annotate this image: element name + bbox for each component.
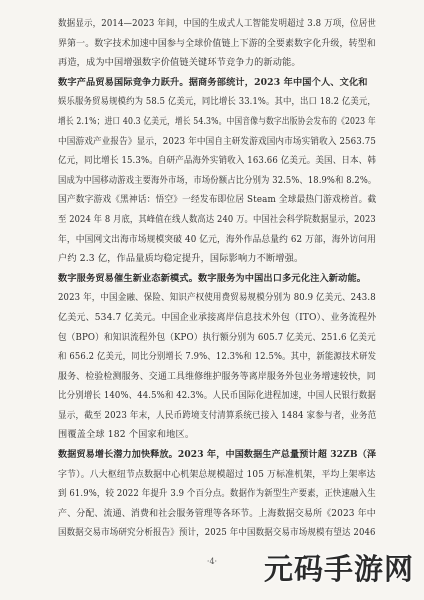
text-line: 产、分配、流通、消费和社会服务管理等各环节。上海数据交易所《2023 年中 — [58, 507, 376, 519]
text-line: 国产数字游戏《黑神话：悟空》一经发布即位居 Steam 全球最热门游戏榜首。截 — [58, 194, 377, 206]
watermark-logo: 元码手游网 — [263, 552, 414, 586]
text-line: 围覆盖全球 182 个国家和地区。 — [58, 429, 195, 441]
text-line: 界第一。数字技术加速中国参与全球价值链上下游的全要素数字化升级，转型和 — [58, 37, 376, 49]
text-line: 服务、检验检测服务、交通工具维修维护服务等离岸服务外包业务增速较快，同 — [58, 370, 376, 382]
text-line: 数据显示，2014—2023 年间，中国的生成式人工智能发明超过 3.8 万项，位居世 — [58, 18, 377, 29]
text-line: 字节）。八大枢纽节点数据中心机架总规模超过 105 万标准机架，平均上架率达 — [58, 468, 376, 480]
text-line-section-heading: 数字产品贸易国际竞争力跃升。据商务部统计，2023 年中国个人、文化和 — [58, 76, 368, 88]
text-line: 中国游戏产业报告》显示，2023 年中国自主研发游戏国内市场实销收入 2563.75 — [58, 135, 376, 147]
text-line: 国数据交易市场研究分析报告》预计，2025 年中国数据交易市场规模有望达 2046 — [58, 527, 376, 539]
text-line: 亿元，同比增长 15.3%。自研产品海外实销收入 163.66 亿美元。美国、日本、韩 — [58, 155, 376, 167]
page-number: ·4· — [206, 557, 218, 566]
text-line: 国成为中国移动游戏主要海外市场，市场份额占比分别为 32.5%、18.9%和 8.2%。 — [58, 174, 377, 186]
text-line: 显示，截至 2023 年末，人民币跨境支付清算系统已接入 1484 家参与者，业务范 — [58, 409, 377, 421]
text-line: 比分别增长 140%、44.5%和 42.3%。人民币国际化进程加速，中国人民银行数据 — [58, 390, 376, 402]
text-line: 到 61.9%，较 2022 年提升 3.9 个百分点。数据作为新型生产要素，正快速融入生 — [58, 488, 376, 500]
text-line-section-heading: 数字服务贸易催生新业态新模式。数字服务为中国出口多元化注入新动能。 — [58, 272, 367, 284]
text-line: 至 2024 年 8 月底，其峰值在线人数高达 240 万。中国社会科学院数据显示，2023 — [58, 213, 376, 225]
text-line: 娱乐服务贸易规模约为 58.5 亿美元，同比增长 33.1%。其中，出口 18.2 亿美元， — [58, 96, 376, 108]
text-line: 再造，成为中国增强数字价值链关键环节竞争力的新动能。 — [58, 57, 301, 69]
text-line: 包（BPO）和知识流程外包（KPO）执行额分别为 605.7 亿美元、251.6 亿美元 — [58, 331, 376, 343]
text-line: 亿美元、534.7 亿美元。中国企业承接离岸信息技术外包（ITO）、业务流程外 — [58, 311, 377, 323]
text-line: 年，中国网文出海市场规模突破 40 亿元，海外作品总量约 62 万部，海外访问用 — [58, 233, 377, 245]
text-line: 户约 2.3 亿，作品量质均稳定提升，国际影响力不断增强。 — [58, 253, 304, 265]
text-line: 2023 年，中国金融、保险、知识产权使用费贸易规模分别为 80.9 亿美元、243.8 — [58, 292, 376, 304]
text-line: 增长 2.1%；进口 40.3 亿美元，增长 54.3%。中国音像与数字出版协会发布的《2023 年 — [58, 115, 376, 127]
document-body — [58, 14, 376, 543]
text-line: 和 656.2 亿美元，同比分别增长 7.9%、12.3%和 12.5%。其中，新能源技术研发 — [58, 351, 377, 363]
text-line-section-heading: 数据贸易增长潜力加快释放。2023 年，中国数据生产总量预计超 32ZB（泽 — [58, 449, 377, 461]
